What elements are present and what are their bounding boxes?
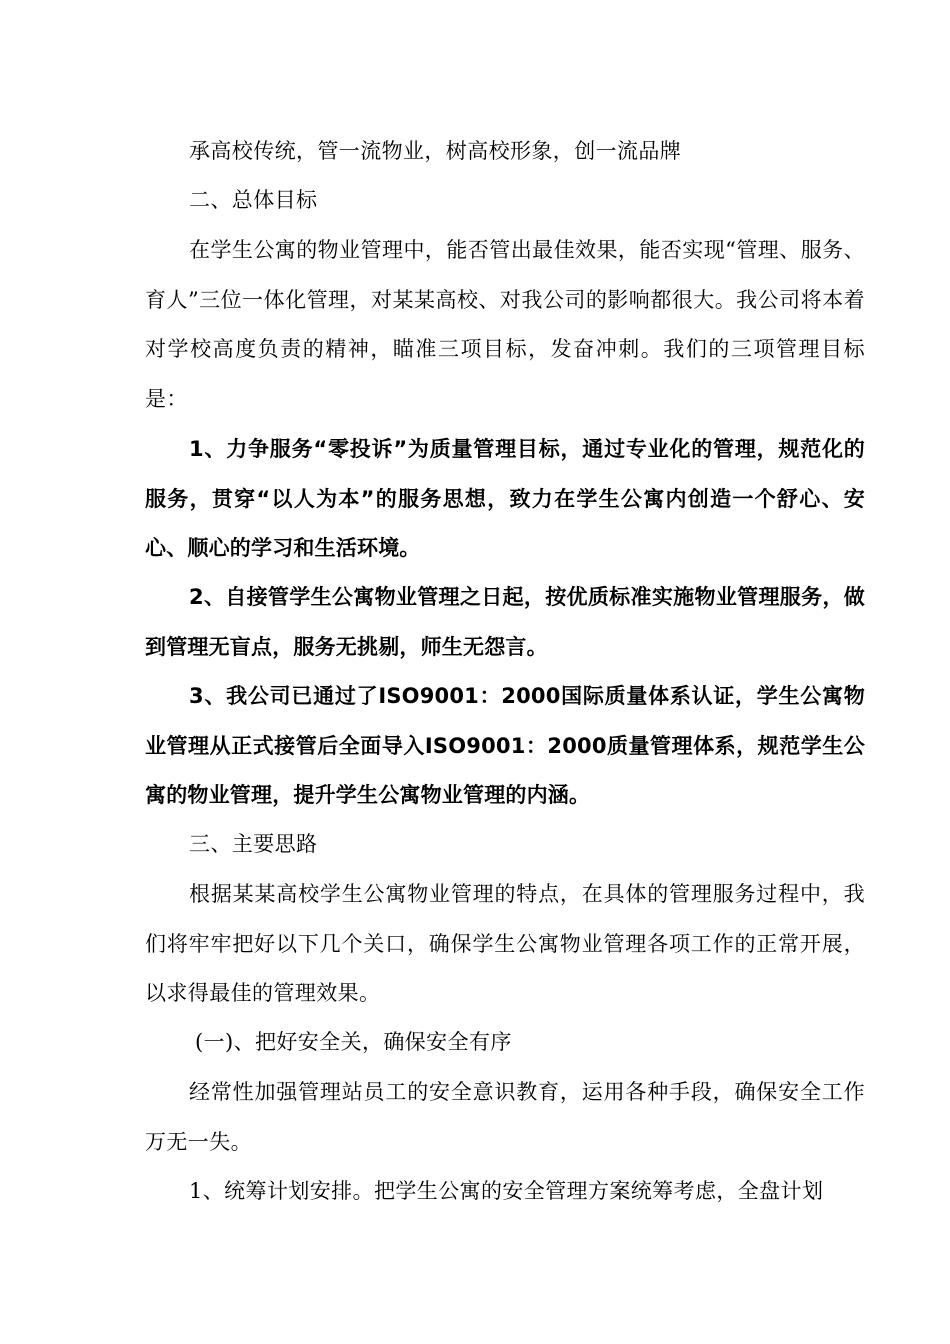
goal-2-paragraph: 2、自接管学生公寓物业管理之日起，按优质标准实施物业管理服务，做到管理无盲点，服务无挑剔，师生无怨言。: [145, 585, 865, 659]
paragraph-safety-education: 经常性加强管理站员工的安全意识教育，运用各种手段，确保安全工作万无一失。: [145, 1080, 865, 1154]
section-heading-main-ideas: 三、主要思路: [189, 832, 318, 856]
motto-line: 承高校传统，管一流物业，树高校形象，创一流品牌: [189, 139, 682, 163]
paragraph-goals-intro: 在学生公寓的物业管理中，能否管出最佳效果，能否实现“管理、服务、育人”三位一体化管理，对某某高校、对我公司的影响都很大。我公司将本着对学校高度负责的精神，瞄准三项目标，发奋冲刺。我们的三项管理目标是：: [145, 238, 865, 411]
subheading-safety: (一)、把好安全关，确保安全有序: [195, 1030, 512, 1054]
goal-1-paragraph: 1、力争服务“零投诉”为质量管理目标，通过专业化的管理，规范化的服务，贯穿“以人为本”的服务思想，致力在学生公寓内创造一个舒心、安心、顺心的学习和生活环境。: [145, 437, 865, 560]
section-heading-overall-goals: 二、总体目标: [189, 188, 318, 212]
paragraph-main-ideas: 根据某某高校学生公寓物业管理的特点，在具体的管理服务过程中，我们将牢牢把好以下几个关口，确保学生公寓物业管理各项工作的正常开展，以求得最佳的管理效果。: [145, 882, 865, 1005]
paragraph-planning: 1、统筹计划安排。把学生公寓的安全管理方案统筹考虑，全盘计划: [189, 1179, 824, 1203]
goal-3-paragraph: 3、我公司已通过了ISO9001：2000国际质量体系认证，学生公寓物业管理从正式接管后全面导入ISO9001：2000质量管理体系，规范学生公寓的物业管理，提升学生公寓物业管理的内涵。: [145, 684, 865, 807]
